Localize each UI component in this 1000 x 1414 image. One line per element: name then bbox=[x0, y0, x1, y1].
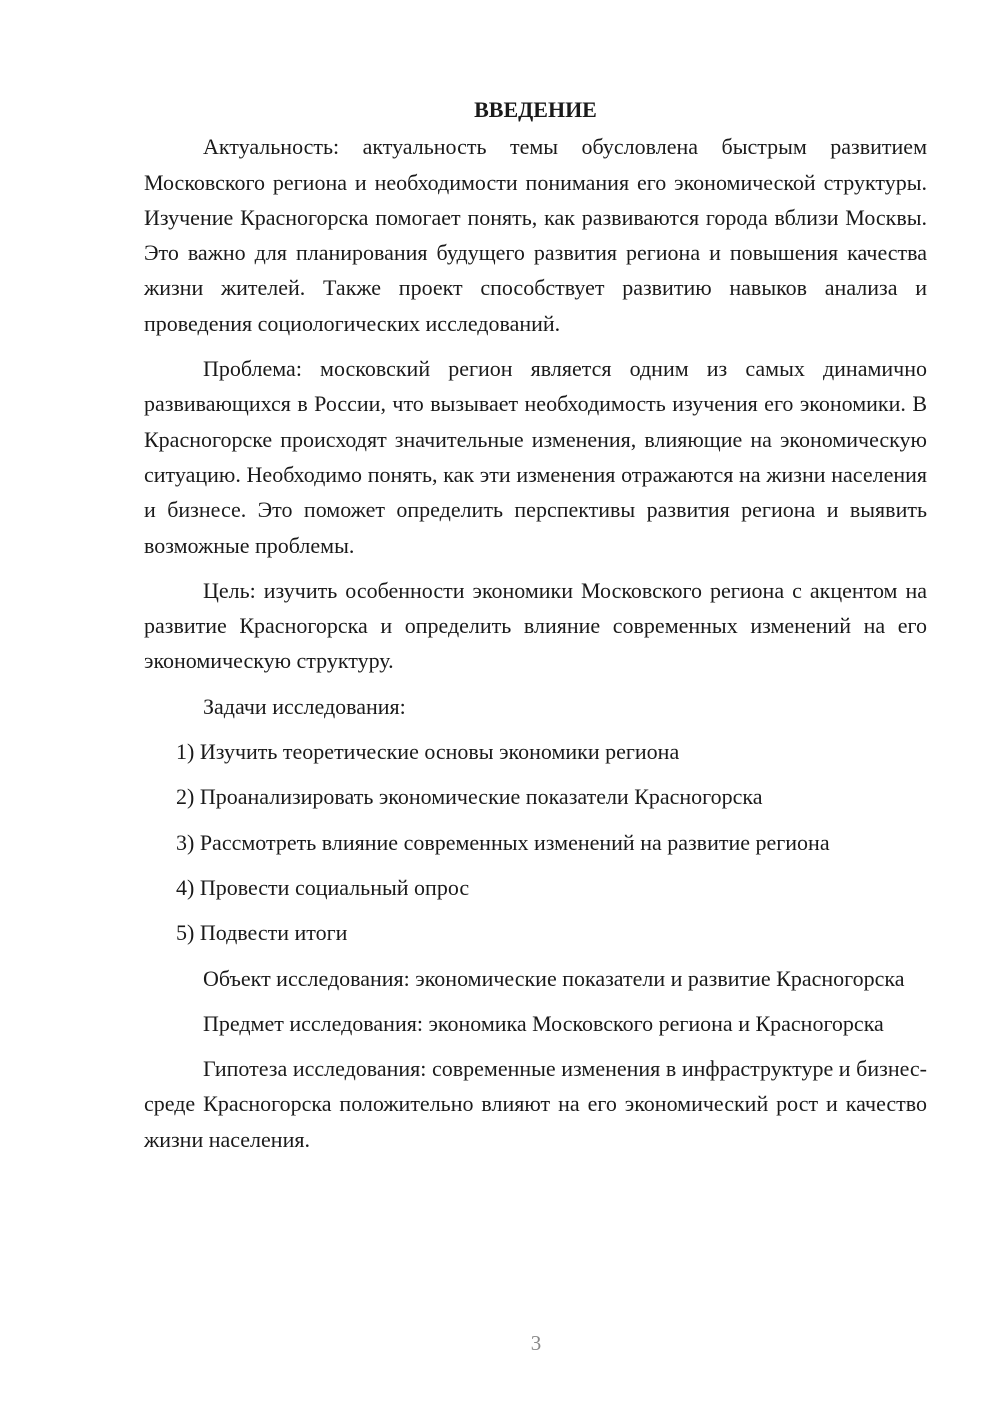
page-title: ВВЕДЕНИЕ bbox=[474, 97, 597, 122]
page-content bbox=[144, 92, 927, 1167]
paragraph-hypothesis: Гипотеза исследования: современные изменения в инфраструктуре и бизнес-среде Красногорска положительно влияют на его экономический рост и качество жизни населения. bbox=[144, 1056, 927, 1152]
paragraph-problem: Проблема: московский регион является одним из самых динамично развивающихся в России, что вызывает необходимость изучения его экономики. В Красногорске происходят значительные изменения, влияющие на экономическую ситуацию. Необходимо понять, как эти изменения отражаются на жизни населения и бизнесе. Это поможет определить перспективы развития региона и выявить возможные проблемы. bbox=[144, 356, 927, 558]
page-number: 3 bbox=[530, 1331, 542, 1355]
task-item: 2) Проанализировать экономические показатели Красногорска bbox=[176, 784, 763, 810]
paragraph-object: Объект исследования: экономические показатели и развитие Красногорска bbox=[203, 965, 905, 991]
paragraph-subject: Предмет исследования: экономика Московского региона и Красногорска bbox=[203, 1010, 884, 1036]
tasks-heading: Задачи исследования: bbox=[203, 693, 406, 719]
task-item: 1) Изучить теоретические основы экономики региона bbox=[176, 739, 680, 765]
paragraph-goal: Цель: изучить особенности экономики Московского региона с акцентом на развитие Красногорска и определить влияние современных изменений на его экономическую структуру. bbox=[144, 577, 927, 674]
task-list bbox=[144, 734, 927, 950]
task-item: 4) Провести социальный опрос bbox=[176, 874, 470, 900]
paragraph-relevance: Актуальность: актуальность темы обусловлена быстрым развитием Московского региона и необходимости понимания его экономической структуры. Изучение Красногорска помогает понять, как развиваются города вблизи Москвы. Это важно для планирования будущего развития региона и повышения качества жизни жителей. Также проект способствует развитию навыков анализа и проведения социологических исследований. bbox=[144, 134, 927, 336]
task-item: 3) Рассмотреть влияние современных изменений на развитие региона bbox=[176, 829, 830, 855]
task-item: 5) Подвести итоги bbox=[176, 920, 348, 946]
